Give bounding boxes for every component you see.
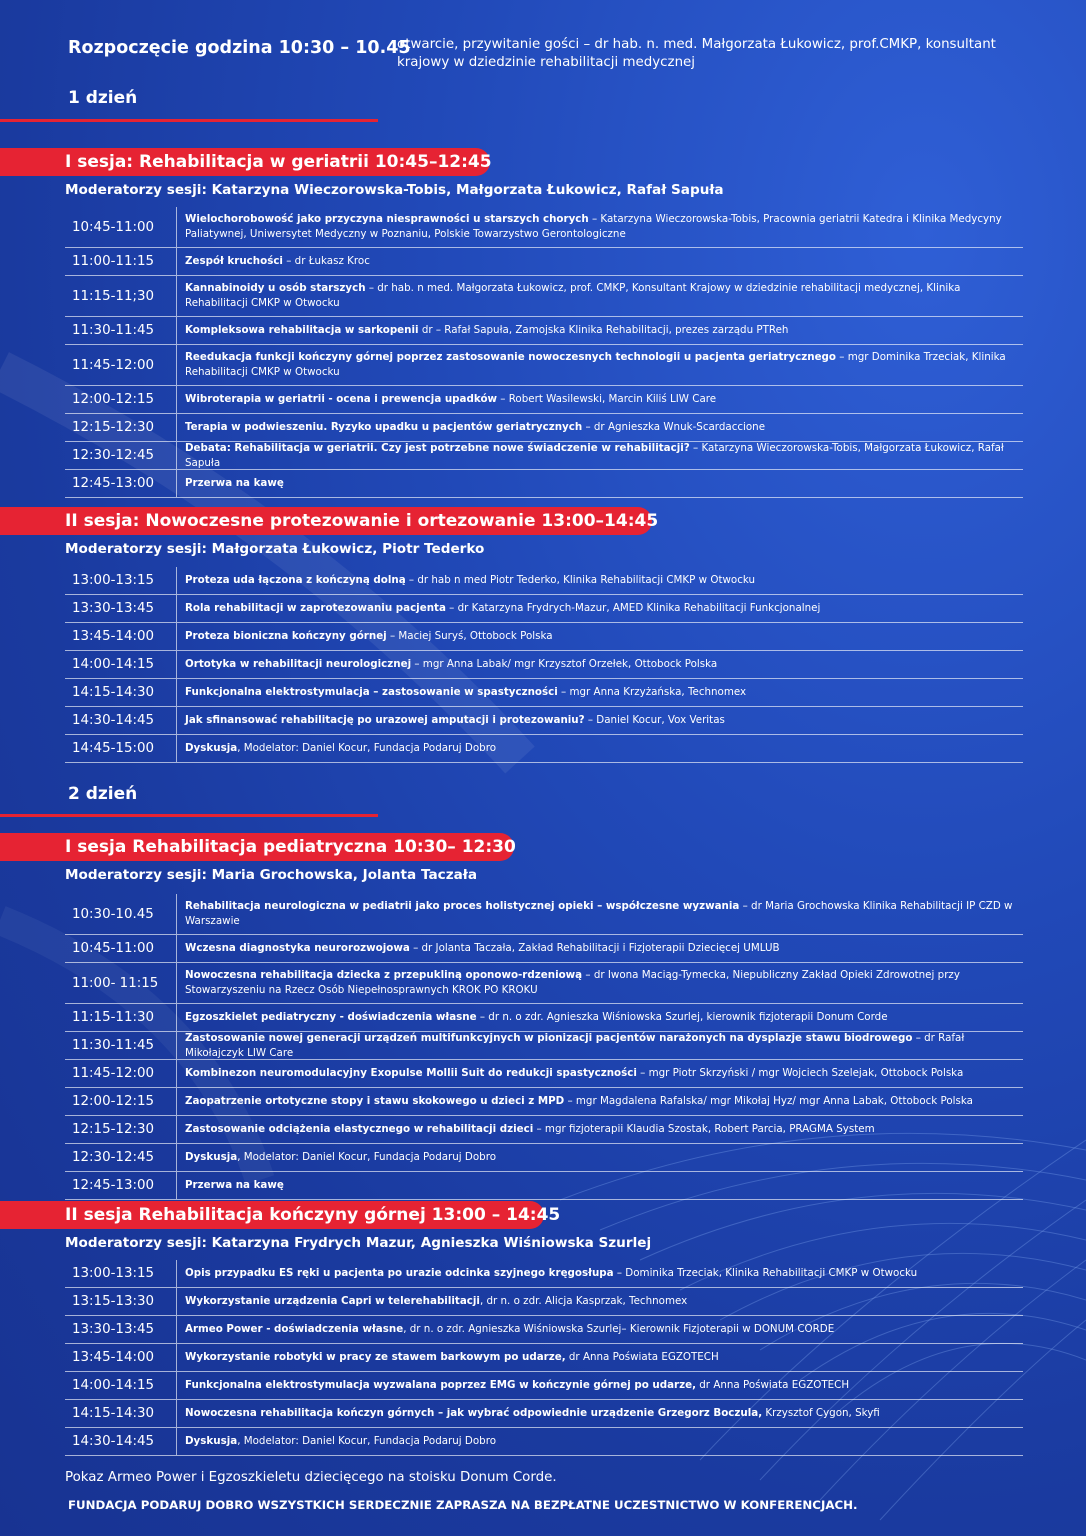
agenda-speaker: – dr Agnieszka Wnuk-Scardaccione xyxy=(582,421,766,433)
agenda-text xyxy=(185,476,284,491)
agenda-text xyxy=(185,1066,963,1081)
agenda-description xyxy=(177,207,1023,247)
agenda-description xyxy=(177,276,1023,316)
agenda-topic: Reedukacja funkcji kończyny górnej poprzez zastosowanie nowoczesnych technologii u pacjenta geriatrycznego xyxy=(185,351,837,363)
agenda-description xyxy=(177,1344,1023,1371)
agenda-speaker: – Katarzyna Wieczorowska-Tobis, Małgorzata Łukowicz, Rafał Sapuła xyxy=(185,441,1004,469)
agenda-row xyxy=(65,623,1023,651)
agenda-description xyxy=(177,1032,1023,1059)
agenda-text xyxy=(185,392,716,407)
agenda-speaker: – Dominika Trzeciak, Klinika Rehabilitacji CMKP w Otwocku xyxy=(613,1267,918,1279)
agenda-description xyxy=(177,1004,1023,1031)
agenda-row xyxy=(65,1032,1023,1060)
agenda-row xyxy=(65,963,1023,1004)
agenda-text xyxy=(185,1178,284,1193)
agenda-speaker: – dr Katarzyna Frydrych-Mazur, AMED Klinika Rehabilitacji Funkcjonalnej xyxy=(445,602,821,614)
agenda-text xyxy=(185,441,1019,471)
session-3-banner: I sesja Rehabilitacja pediatryczna 10:30– 12:30 xyxy=(0,833,514,861)
agenda-time: 12:30-12:45 xyxy=(72,448,155,463)
agenda-time: 11:00- 11:15 xyxy=(72,975,159,991)
agenda-topic: Dyskusja xyxy=(185,1151,238,1163)
agenda-row xyxy=(65,1172,1023,1200)
agenda-time: 13:15-13:30 xyxy=(72,1294,155,1309)
agenda-text xyxy=(185,685,746,700)
agenda-row xyxy=(65,345,1023,386)
agenda-description xyxy=(177,894,1023,934)
footer-invite: FUNDACJA PODARUJ DOBRO WSZYSTKICH SERDECZNIE ZAPRASZA NA BEZPŁATNE UCZESTNICTWO W KONFERENCJACH. xyxy=(68,1498,858,1512)
agenda-text xyxy=(185,420,765,435)
agenda-time: 14:15-14:30 xyxy=(72,685,155,700)
agenda-topic: Dyskusja xyxy=(185,742,238,754)
agenda-topic: Proteza uda łączona z kończyną dolną xyxy=(185,574,406,586)
agenda-speaker: – dr Iwona Maciąg-Tymecka, Niepubliczny Zakład Opieki Zdrowotnej przy Stowarzyszeniu na Rzecz Osób Niepełnosprawnych KROK PO KROKU xyxy=(185,969,960,996)
agenda-speaker: – dr Maria Grochowska Klinika Rehabilitacji IP CZD w Warszawie xyxy=(185,900,1013,927)
agenda-row xyxy=(65,1372,1023,1400)
agenda-row xyxy=(65,1004,1023,1032)
agenda-time: 12:45-13:00 xyxy=(72,476,155,491)
agenda-text xyxy=(185,1350,719,1365)
agenda-row xyxy=(65,894,1023,935)
agenda-description xyxy=(177,1060,1023,1087)
agenda-description xyxy=(177,1088,1023,1115)
agenda-time: 13:00-13:15 xyxy=(72,573,155,588)
agenda-speaker: , Modelator: Daniel Kocur, Fundacja Podaruj Dobro xyxy=(237,1435,497,1447)
agenda-text xyxy=(185,899,1019,929)
agenda-row xyxy=(65,442,1023,470)
agenda-description xyxy=(177,1400,1023,1427)
agenda-text xyxy=(185,741,496,756)
agenda-time: 14:45-15:00 xyxy=(72,741,155,756)
agenda-text xyxy=(185,1010,888,1025)
agenda-time: 14:15-14:30 xyxy=(72,1406,155,1421)
agenda-text xyxy=(185,1378,849,1393)
session-2-banner: II sesja: Nowoczesne protezowanie i ortezowanie 13:00–14:45 xyxy=(0,507,652,535)
agenda-topic: Funkcjonalna elektrostymulacja wyzwalana poprzez EMG w kończynie górnej po udarze, xyxy=(185,1379,696,1391)
agenda-speaker: – Robert Wasilewski, Marcin Kiliś LIW Care xyxy=(497,393,717,405)
agenda-speaker: – mgr Dominika Trzeciak, Klinika Rehabilitacji CMKP w Otwocku xyxy=(185,351,1006,378)
agenda-description xyxy=(177,963,1023,1003)
agenda-description xyxy=(177,595,1023,622)
day-1-label: 1 dzień xyxy=(68,88,138,108)
agenda-text xyxy=(185,1266,917,1281)
agenda-description xyxy=(177,442,1023,469)
agenda-time: 12:00-12:15 xyxy=(72,392,155,407)
agenda-time: 13:30-13:45 xyxy=(72,601,155,616)
agenda-time: 13:45-14:00 xyxy=(72,629,155,644)
agenda-description xyxy=(177,1260,1023,1287)
day-1-rule xyxy=(0,119,378,122)
session-2-agenda xyxy=(65,567,1023,763)
agenda-topic: Nowoczesna rehabilitacja kończyn górnych – jak wybrać odpowiednie urządzenie Grzegorz Boczula, xyxy=(185,1407,763,1419)
agenda-topic: Ortotyka w rehabilitacji neurologicznej xyxy=(185,658,412,670)
agenda-time: 12:15-12:30 xyxy=(72,420,155,435)
agenda-text xyxy=(185,212,1019,242)
agenda-text xyxy=(185,941,780,956)
agenda-time: 12:15-12:30 xyxy=(72,1122,155,1137)
session-1-banner: I sesja: Rehabilitacja w geriatrii 10:45–12:45 xyxy=(0,148,490,176)
agenda-time: 14:00-14:15 xyxy=(72,1378,155,1393)
agenda-speaker: – Katarzyna Wieczorowska-Tobis, Pracownia geriatrii Katedra i Klinika Medycyny Paliatywnej, Uniwersytet Medyczny w Poznaniu, Polskie Towarzystwo Gerontologiczne xyxy=(185,213,1002,240)
agenda-row xyxy=(65,1060,1023,1088)
opening-description: otwarcie, przywitanie gości – dr hab. n. med. Małgorzata Łukowicz, prof.CMKP, konsultant krajowy w dziedzinie rehabilitacji medycznej xyxy=(397,37,996,70)
agenda-topic: Egzoszkielet pediatryczny - doświadczenia własne xyxy=(185,1011,477,1023)
day-2-rule xyxy=(0,814,378,817)
session-2-moderators: Moderatorzy sesji: Małgorzata Łukowicz, Piotr Tederko xyxy=(65,541,485,557)
agenda-topic: Przerwa na kawę xyxy=(185,477,284,489)
agenda-text xyxy=(185,713,725,728)
agenda-topic: Wykorzystanie urządzenia Capri w telerehabilitacji xyxy=(185,1295,480,1307)
agenda-time: 13:00-13:15 xyxy=(72,1266,155,1281)
agenda-speaker: , Modelator: Daniel Kocur, Fundacja Podaruj Dobro xyxy=(237,742,497,754)
agenda-description xyxy=(177,414,1023,441)
agenda-topic: Kombinezon neuromodulacyjny Exopulse Mollii Suit do redukcji spastyczności xyxy=(185,1067,637,1079)
agenda-topic: Wykorzystanie robotyki w pracy ze stawem barkowym po udarze, xyxy=(185,1351,566,1363)
agenda-description xyxy=(177,707,1023,734)
agenda-topic: Kompleksowa rehabilitacja w sarkopenii xyxy=(185,324,419,336)
agenda-row xyxy=(65,1344,1023,1372)
agenda-text xyxy=(185,281,1019,311)
agenda-text xyxy=(185,968,1019,998)
agenda-topic: Terapia w podwieszeniu. Ryzyko upadku u pacjentów geriatrycznych xyxy=(185,421,583,433)
session-4-agenda xyxy=(65,1260,1023,1456)
agenda-speaker: , dr n. o zdr. Alicja Kasprzak, Technomex xyxy=(479,1295,688,1307)
agenda-time: 10:45-11:00 xyxy=(72,219,155,235)
agenda-row xyxy=(65,1428,1023,1456)
agenda-description xyxy=(177,317,1023,344)
agenda-topic: Proteza bioniczna kończyny górnej xyxy=(185,630,387,642)
agenda-speaker: dr Anna Poświata EGZOTECH xyxy=(565,1351,719,1363)
agenda-topic: Wczesna diagnostyka neurorozwojowa xyxy=(185,942,410,954)
agenda-speaker: Krzysztof Cygon, Skyfi xyxy=(762,1407,880,1419)
agenda-topic: Opis przypadku ES ręki u pacjenta po urazie odcinka szyjnego kręgosłupa xyxy=(185,1267,614,1279)
agenda-time: 11:30-11:45 xyxy=(72,1038,155,1053)
agenda-text xyxy=(185,350,1019,380)
agenda-speaker: – dr hab n med Piotr Tederko, Klinika Rehabilitacji CMKP w Otwocku xyxy=(405,574,756,586)
agenda-time: 13:30-13:45 xyxy=(72,1322,155,1337)
agenda-topic: Zaopatrzenie ortotyczne stopy i stawu skokowego u dzieci z MPD xyxy=(185,1095,565,1107)
agenda-row xyxy=(65,595,1023,623)
agenda-row xyxy=(65,276,1023,317)
agenda-topic: Nowoczesna rehabilitacja dziecka z przepukliną oponowo-rdzeniową xyxy=(185,969,583,981)
agenda-description xyxy=(177,470,1023,497)
agenda-description xyxy=(177,1116,1023,1143)
agenda-time: 12:00-12:15 xyxy=(72,1094,155,1109)
agenda-row xyxy=(65,567,1023,595)
session-3-moderators: Moderatorzy sesji: Maria Grochowska, Jolanta Taczała xyxy=(65,867,477,883)
agenda-text xyxy=(185,657,717,672)
agenda-text xyxy=(185,1150,496,1165)
agenda-topic: Debata: Rehabilitacja w geriatrii. Czy jest potrzebne nowe świadczenie w rehabilitacji? xyxy=(185,441,690,454)
agenda-text xyxy=(185,1294,687,1309)
agenda-row xyxy=(65,414,1023,442)
agenda-topic: Wielochorobowość jako przyczyna niesprawności u starszych chorych xyxy=(185,213,589,225)
agenda-description xyxy=(177,1172,1023,1199)
agenda-topic: Rola rehabilitacji w zaprotezowaniu pacjenta xyxy=(185,602,446,614)
footer-note: Pokaz Armeo Power i Egzoszkieletu dziecięcego na stoisku Donum Corde. xyxy=(65,1470,557,1485)
day-2-label: 2 dzień xyxy=(68,784,138,804)
agenda-speaker: – dr Łukasz Kroc xyxy=(282,255,370,267)
agenda-topic: Kannabinoidy u osób starszych xyxy=(185,282,366,294)
agenda-speaker: , Modelator: Daniel Kocur, Fundacja Podaruj Dobro xyxy=(237,1151,497,1163)
agenda-topic: Rehabilitacja neurologiczna w pediatrii jako proces holistycznej opieki – współczesne wyzwania xyxy=(185,900,740,912)
agenda-row xyxy=(65,735,1023,763)
agenda-topic: Dyskusja xyxy=(185,1435,238,1447)
agenda-speaker: , dr n. o zdr. Agnieszka Wiśniowska Szurlej– Kierownik Fizjoterapii w DONUM CORDE xyxy=(403,1323,835,1335)
agenda-text xyxy=(185,1094,973,1109)
agenda-row xyxy=(65,1144,1023,1172)
session-1-agenda xyxy=(65,207,1023,498)
agenda-row xyxy=(65,935,1023,963)
agenda-row xyxy=(65,248,1023,276)
agenda-time: 10:30-10.45 xyxy=(72,906,154,922)
agenda-description xyxy=(177,248,1023,275)
agenda-description xyxy=(177,1372,1023,1399)
agenda-text xyxy=(185,1031,1019,1061)
agenda-text xyxy=(185,629,553,644)
session-4-moderators: Moderatorzy sesji: Katarzyna Frydrych Mazur, Agnieszka Wiśniowska Szurlej xyxy=(65,1235,652,1251)
agenda-topic: Funkcjonalna elektrostymulacja – zastosowanie w spastyczności xyxy=(185,686,558,698)
agenda-description xyxy=(177,345,1023,385)
agenda-time: 12:30-12:45 xyxy=(72,1150,155,1165)
agenda-time: 11:15-11;30 xyxy=(72,288,155,304)
agenda-speaker: – mgr Piotr Skrzyński / mgr Wojciech Szelejak, Ottobock Polska xyxy=(636,1067,964,1079)
agenda-row xyxy=(65,1260,1023,1288)
agenda-time: 11:15-11:30 xyxy=(72,1010,155,1025)
agenda-topic: Armeo Power - doświadczenia własne xyxy=(185,1323,404,1335)
agenda-speaker: – dr Jolanta Taczała, Zakład Rehabilitacji i Fizjoterapii Dziecięcej UMLUB xyxy=(409,942,780,954)
agenda-row xyxy=(65,386,1023,414)
agenda-text xyxy=(185,1434,496,1449)
agenda-row xyxy=(65,1288,1023,1316)
agenda-speaker: dr Anna Poświata EGZOTECH xyxy=(696,1379,850,1391)
agenda-text xyxy=(185,254,370,269)
agenda-time: 13:45-14:00 xyxy=(72,1350,155,1365)
agenda-speaker: – mgr fizjoterapii Klaudia Szostak, Robert Parcia, PRAGMA System xyxy=(533,1123,875,1135)
agenda-speaker: dr – Rafał Sapuła, Zamojska Klinika Rehabilitacji, prezes zarządu PTReh xyxy=(418,324,789,336)
agenda-row xyxy=(65,651,1023,679)
agenda-speaker: – mgr Anna Krzyżańska, Technomex xyxy=(557,686,747,698)
agenda-description xyxy=(177,1316,1023,1343)
agenda-time: 12:45-13:00 xyxy=(72,1178,155,1193)
agenda-speaker: – dr n. o zdr. Agnieszka Wiśniowska Szurlej, kierownik fizjoterapii Donum Corde xyxy=(476,1011,888,1023)
agenda-description xyxy=(177,679,1023,706)
agenda-speaker: – dr Rafał Mikołajczyk LIW Care xyxy=(185,1031,965,1059)
agenda-row xyxy=(65,317,1023,345)
agenda-text xyxy=(185,601,820,616)
agenda-topic: Przerwa na kawę xyxy=(185,1179,284,1191)
agenda-text xyxy=(185,1406,880,1421)
agenda-speaker: – mgr Anna Labak/ mgr Krzysztof Orzełek, Ottobock Polska xyxy=(411,658,718,670)
agenda-description xyxy=(177,386,1023,413)
agenda-description xyxy=(177,623,1023,650)
agenda-text xyxy=(185,573,755,588)
agenda-row xyxy=(65,1116,1023,1144)
agenda-topic: Wibroterapia w geriatrii - ocena i prewencja upadków xyxy=(185,393,498,405)
agenda-topic: Zastosowanie nowej generacji urządzeń multifunkcyjnych w pionizacji pacjentów narażonych na dysplazje stawu biodrowego xyxy=(185,1031,913,1044)
agenda-description xyxy=(177,935,1023,962)
agenda-description xyxy=(177,567,1023,594)
agenda-topic: Zastosowanie odciążenia elastycznego w rehabilitacji dzieci xyxy=(185,1123,534,1135)
agenda-speaker: – Daniel Kocur, Vox Veritas xyxy=(584,714,725,726)
agenda-time: 11:30-11:45 xyxy=(72,323,155,338)
agenda-text xyxy=(185,1322,834,1337)
agenda-row xyxy=(65,470,1023,498)
agenda-time: 14:30-14:45 xyxy=(72,1434,155,1449)
agenda-row xyxy=(65,1316,1023,1344)
agenda-row xyxy=(65,707,1023,735)
agenda-speaker: – mgr Magdalena Rafalska/ mgr Mikołaj Hyz/ mgr Anna Labak, Ottobock Polska xyxy=(564,1095,973,1107)
opening-title: Rozpoczęcie godzina 10:30 – 10.45 xyxy=(68,38,411,58)
agenda-topic: Zespół kruchości xyxy=(185,255,283,267)
agenda-time: 11:45-12:00 xyxy=(72,1066,155,1081)
agenda-row xyxy=(65,1400,1023,1428)
agenda-row xyxy=(65,1088,1023,1116)
agenda-text xyxy=(185,1122,875,1137)
agenda-description xyxy=(177,1288,1023,1315)
agenda-description xyxy=(177,1144,1023,1171)
agenda-time: 14:30-14:45 xyxy=(72,713,155,728)
agenda-time: 11:00-11:15 xyxy=(72,254,155,269)
agenda-description xyxy=(177,1428,1023,1455)
session-1-moderators: Moderatorzy sesji: Katarzyna Wieczorowska-Tobis, Małgorzata Łukowicz, Rafał Sapuła xyxy=(65,182,724,198)
agenda-time: 10:45-11:00 xyxy=(72,941,155,956)
agenda-text xyxy=(185,323,788,338)
agenda-time: 14:00-14:15 xyxy=(72,657,155,672)
session-3-agenda xyxy=(65,894,1023,1200)
agenda-topic: Jak sfinansować rehabilitację po urazowej amputacji i protezowaniu? xyxy=(185,714,585,726)
agenda-time: 11:45-12:00 xyxy=(72,357,155,373)
agenda-description xyxy=(177,651,1023,678)
agenda-row xyxy=(65,679,1023,707)
agenda-speaker: – Maciej Suryś, Ottobock Polska xyxy=(386,630,553,642)
agenda-description xyxy=(177,735,1023,762)
session-4-banner: II sesja Rehabilitacja kończyny górnej 13:00 – 14:45 xyxy=(0,1201,544,1229)
agenda-row xyxy=(65,207,1023,248)
agenda-speaker: – dr hab. n med. Małgorzata Łukowicz, prof. CMKP, Konsultant Krajowy w dziedzinie rehabilitacji medycznej, Klinika Rehabilitacji CMKP w Otwocku xyxy=(185,282,961,309)
